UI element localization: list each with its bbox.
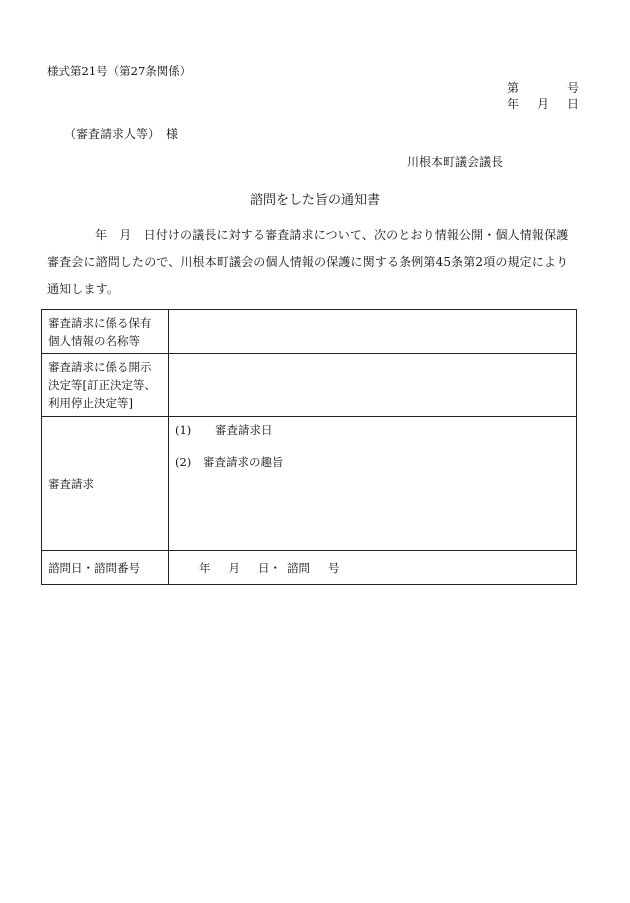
inquiry-year: 年 (199, 560, 211, 575)
form-number: 様式第21号（第27条関係） (47, 64, 192, 78)
label-line: 諮問日・諮問番号 (48, 560, 140, 575)
row-value-inquiry (169, 551, 577, 585)
row-label-info-name (42, 310, 169, 354)
document-title: 諮問をした旨の通知書 (249, 193, 380, 208)
table-row (42, 417, 577, 551)
label-line: 審査請求に係る保有 (48, 315, 152, 330)
addressee: （審査請求人等） 様 (64, 127, 179, 141)
inquiry-line (199, 559, 570, 577)
sender: 川根本町議会議長 (407, 155, 504, 169)
review-purpose-item (175, 453, 570, 471)
info-table (41, 309, 577, 585)
row-value-info-name (169, 310, 577, 354)
body-text: 年 月 日付けの議長に対する審査請求について、次のとおり情報公開・個人情報保護審査会に諮問したので、川根本町議会の個人情報の保護に関する条例第45条第2項の規定により通知します。 (47, 228, 569, 296)
item-text: 審査請求の趣旨 (203, 455, 284, 469)
row-label-review-request (42, 417, 169, 551)
item-number: (2) (175, 455, 192, 469)
inquiry-day: 日・ (258, 560, 281, 575)
date-day: 日 (566, 97, 579, 111)
review-date-item (175, 421, 570, 439)
inquiry-label: 諮問 (287, 560, 310, 575)
row-label-inquiry (42, 551, 169, 585)
inquiry-month: 月 (228, 560, 240, 575)
item-text: 審査請求日 (215, 423, 273, 437)
label-line: 利用停止決定等] (48, 396, 133, 410)
row-label-disclosure-decision (42, 354, 169, 417)
label-line: 審査請求に係る開示 (48, 360, 152, 374)
row-value-disclosure-decision (169, 354, 577, 417)
document-number-line (507, 82, 579, 94)
table-row (42, 354, 577, 417)
date-month: 月 (536, 97, 549, 111)
date-year: 年 (507, 97, 520, 111)
number-prefix: 第 (507, 81, 520, 95)
inquiry-number-suffix: 号 (328, 560, 340, 575)
table-row (42, 310, 577, 354)
label-line: 決定等[訂正決定等、 (48, 378, 156, 392)
label-line: 審査請求 (48, 476, 94, 491)
item-number: (1) (175, 423, 192, 437)
document-date-line (507, 98, 579, 110)
number-suffix: 号 (566, 81, 579, 95)
label-line: 個人情報の名称等 (48, 333, 140, 348)
row-value-review-request (169, 417, 577, 551)
table-row (42, 551, 577, 585)
